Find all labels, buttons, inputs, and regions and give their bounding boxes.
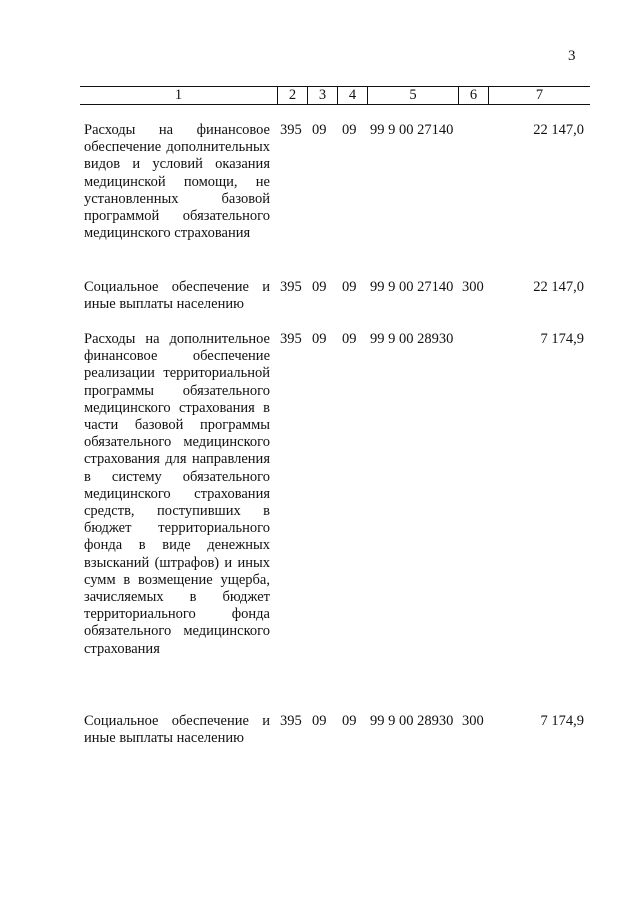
col-header-2: 2 xyxy=(278,87,308,105)
row-code-target: 99 9 00 27140 xyxy=(370,122,454,138)
row-code-subsection: 09 xyxy=(342,713,357,729)
row-code-expense-type: 300 xyxy=(462,279,484,295)
row-code-section: 09 xyxy=(312,122,327,138)
row-code-subsection: 09 xyxy=(342,331,357,347)
row-description: Социальное обеспечение и иные выплаты населению xyxy=(84,713,270,747)
row-code-target: 99 9 00 28930 xyxy=(370,331,454,347)
col-header-3: 3 xyxy=(308,87,338,105)
row-amount: 22 147,0 xyxy=(533,279,584,295)
row-description: Расходы на дополнительное финансовое обеспечение реализации территориальной программы обязательного медицинского страхования в части базовой программы обязательного медицинского страхования для направления в систему обязательного медицинского страхования средств, поступивших в бюджет территориального фонда в виде денежных взысканий (штрафов) и иных сумм в возмещение ущерба, зачисляемых в бюджет территориального фонда обязательного медицинского страхования xyxy=(84,331,270,657)
row-code-target: 99 9 00 27140 xyxy=(370,279,454,295)
row-code-ministry: 395 xyxy=(280,122,302,138)
col-header-1: 1 xyxy=(80,87,278,105)
row-code-subsection: 09 xyxy=(342,279,357,295)
row-description: Социальное обеспечение и иные выплаты населению xyxy=(84,279,270,313)
column-header-row xyxy=(80,86,590,105)
col-header-7: 7 xyxy=(489,87,591,105)
row-code-ministry: 395 xyxy=(280,713,302,729)
page-number: 3 xyxy=(568,48,576,64)
row-amount: 7 174,9 xyxy=(540,713,584,729)
row-code-section: 09 xyxy=(312,279,327,295)
row-amount: 7 174,9 xyxy=(540,331,584,347)
row-code-section: 09 xyxy=(312,331,327,347)
row-description: Расходы на финансовое обеспечение дополнительных видов и условий оказания медицинской помощи, не установленных базовой программой обязательного медицинского страхования xyxy=(84,122,270,242)
row-code-section: 09 xyxy=(312,713,327,729)
col-header-4: 4 xyxy=(338,87,368,105)
row-code-target: 99 9 00 28930 xyxy=(370,713,454,729)
col-header-5: 5 xyxy=(368,87,459,105)
col-header-6: 6 xyxy=(459,87,489,105)
row-code-expense-type: 300 xyxy=(462,713,484,729)
row-code-subsection: 09 xyxy=(342,122,357,138)
row-code-ministry: 395 xyxy=(280,279,302,295)
row-amount: 22 147,0 xyxy=(533,122,584,138)
row-code-ministry: 395 xyxy=(280,331,302,347)
